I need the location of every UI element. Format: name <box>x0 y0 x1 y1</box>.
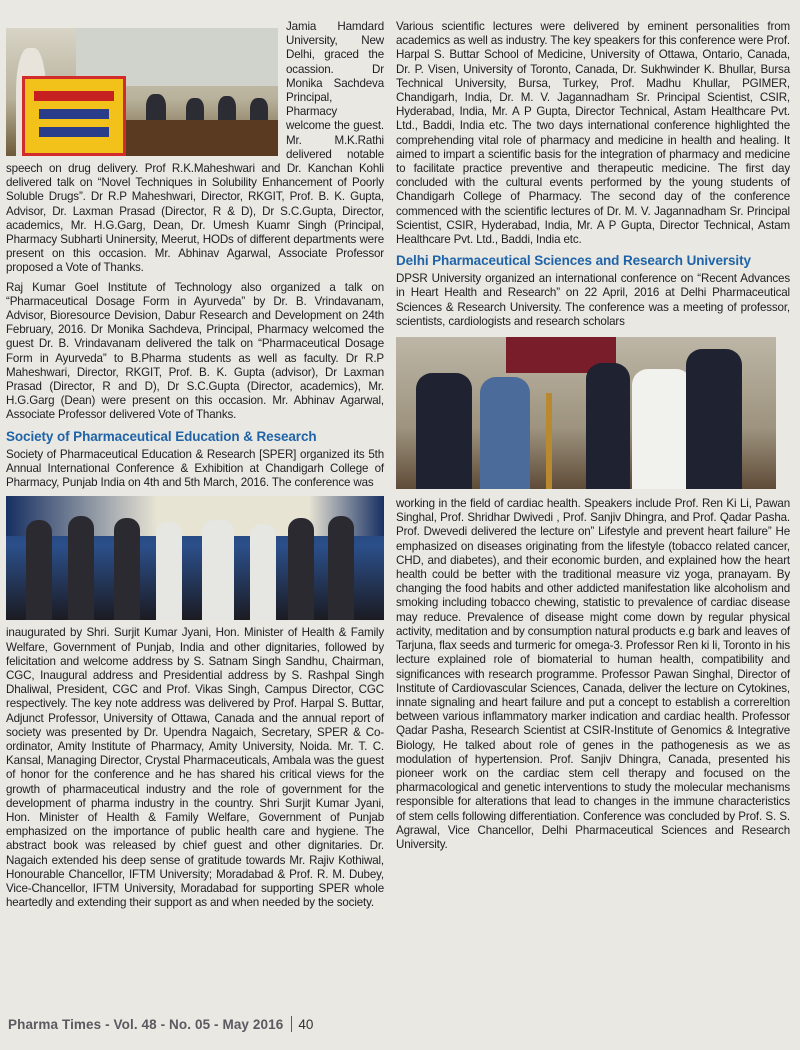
paragraph-sper-body: inaugurated by Shri. Surjit Kumar Jyani, Hon. Minister of Health & Family Welfare, Government of Punjab, India and other dignitaries, followed by felicitation and welcome address by S. Satnam Singh Sandhu, Chairman, CGC, Inaugural address and Presidential address by S. Rashpal Singh Dhaliwal, President, CGC and Prof. Vikas Singh, Campus Director, CGC respectively. The key note address was delivered by Prof. Harpal S. Buttar, Adjunct Professor, University of Ottawa, Canada and the annual report of society was presented by Dr. Upendra Nagaich, Secretary, SPER & Co-ordinator, Amity Institute of Pharmacy, Amity University, Noida. Mr. T. C. Kansal, Managing Director, Crystal Pharmaceuticals, Ambala was the guest of honor for the conference and he has shared his critical views for the growth of pharmaceutical industry and the role of government for the development of pharma industry in the country. Shri Surjit Kumar Jyani, Hon. Minister of Health & Family Welfare, Government of Punjab emphasized on the importance of public health care and hygiene. The abstract book was released by chief guest and other dignitaries. Dr. Nagaich extended his deep sense of gratitude towards Mr. Rajiv Kothiwal, Honourable Chancellor, IFTM University; Moradabad & Prof. R. M. Dubey, Vice-Chancellor, IFTM University, Moradabad for supporting SPER whole heartedly and extending their support as and when needed by the society. <box>6 626 384 910</box>
journal-info: Pharma Times - Vol. 48 - No. 05 - May 2016 <box>8 1017 284 1032</box>
sper-conference-photo <box>6 496 384 620</box>
paragraph-jamia: Jamia Hamdard University, New Delhi, graced the ocassion. Dr Monika Sachdeva Principal, Pharmacy welcome the guest. Mr. M.K.Rathi delivered notable speech on drug delivery. Prof R.K.Maheshwari and Dr. Kanchan Kohli delivered talk on “Novel Techniques in Solubility Enhancement of Poorly Soluble Drugs”. Dr R.P Maheshwari, Director, RKGIT, Prof. B. K. Gupta, Advisor, Dr. Laxman Prasad (Director, R & D), Dr S.C.Gupta, Director, academics, Mr. H.G.Garg, Dean, Dr. Umesh Kuamr Singh (Principal, Pharmacy Subharti Uninersity, Meerut, HODs of different departments were present on this occasion. Mr. Abhinav Agarwal, Associate Professor proposed a Vote of Thanks. <box>6 20 384 275</box>
heading-sper: Society of Pharmaceutical Education & Research <box>6 428 317 444</box>
dpsru-lamp-lighting-photo <box>396 337 776 489</box>
paragraph-sper-lectures: Various scientific lectures were delivered by eminent personalities from academics as well as industry. The key speakers for this conference were Prof. Harpal S. Buttar School of Medicine, University of Ottawa, Ontario, Canada, Dr. P. Visen, University of Toronto, Canada, Dr. Sukhwinder K. Bhullar, Bursa Technical University, Bursa, Turkey, Prof. Madhu Khullar, PGIMER, Chandigarh, India, Dr. M. V. Jagannadham Sr. Principal Scientist, CSIR, Hyderabad, India, Mr. A P Gupta, Director Technical, Astam Healthcare Pvt. Ltd., Baddi, India etc. The two days international conference highlighted the comprehending vital role of pharmacy and medicine in health and healing. It aimed to impart a scientific basis for the integration of pharmacy and medicine to facilitate practice preventive and therapeutic medicine. The first day concluded with the cultural events performed by the young students of Chandigarh College of Pharmacy. The second day of the conference commenced with the scientific lectures of Dr. M. V. Jagannadham Sr. Principal Scientist, CSIR, Hyderabad, India, Mr. A P Gupta, Director Technical, Astam Healthcare Pvt. Ltd., Baddi, India etc. <box>396 20 790 247</box>
left-column <box>6 20 384 915</box>
heading-dpsru: Delhi Pharmaceutical Sciences and Research University <box>396 253 751 269</box>
seminar-banner <box>22 76 126 156</box>
paragraph-sper-intro: Society of Pharmaceutical Education & Research [SPER] organized its 5th Annual International Conference & Exhibition at Chandigarh College of Pharmacy, Punjab India on 4th and 5th March, 2016. The conference was <box>6 447 384 490</box>
page-number: 40 <box>298 1017 314 1032</box>
paragraph-dpsru-intro: DPSR University organized an international conference on “Recent Advances in Heart Health and Research” on 22 April, 2016 at Delhi Pharmaceutical Sciences & Research University. The conference was a meeting of professor, scientists, cardiologists and research scholars <box>396 272 790 328</box>
seminar-photo <box>6 28 278 156</box>
paragraph-rkgit: Raj Kumar Goel Institute of Technology also organized a talk on “Pharmaceutical Dosage Form in Ayurveda” by Dr. B. Vrindavanam, Advisor, Bioresource Devision, Dabur Research and Development on 24th February, 2016. Dr Monika Sachdeva, Principal, Pharmacy welcomed the guest Dr. B. Vrindavanam delivered the talk on “Pharmaceutical Dosage Form in Ayurveda” to B.Pharma students as well as faculty. Dr R.P Maheshwari, Director, RKGIT, Prof. B. K. Gupta (advisor), Dr Laxman Prasad (Director, R and D), Dr S.C.Gupta (Director, academics), Mr. H.G.Garg (Dean) were present on this occasion. Mr. Abhinav Agarwal, Associate Professor delivered Vote of Thanks. <box>6 280 384 422</box>
right-column <box>396 20 790 857</box>
page-footer <box>8 1016 314 1032</box>
paragraph-dpsru-body: working in the field of cardiac health. Speakers include Prof. Ren Ki Li, Pawan Singhal, Prof. Shridhar Dwivedi , Prof. Sanjiv Dhingra, and Prof. Qadar Pasha. Prof. Dwevedi delivered the lecture on” Lifestyle and prevent heart failure” He emphasized on diseases originating from the lifestyle (tobacco related cancer, CHD, and diabetes), and their economic burden, and explained how the heart health could be better with the traditional measure viz yoga, pranayam. By changing the food habits and other addicted manifestation like alcoholism and smoking including tobacco chewing, statistic to prevalence of cardiac disease may reduce. Prevalence of disease might come down by regular physical activity, meditation and by consumption natural products e.g bark and leaves of Tarjuna, flax seeds and turmeric for omega-3. Professor Ren ki li, Toronto in his lecture explained role of biomaterial to human health, compatibility and significances with research programme. Professor Pawan Singhal, Director of Institute of Cardiovascular Sciences, Canada, deliver the lecture on Cytokines, innate signaling and heart failure and put a concept to establish a correreltion between various inflammatory marker indication and cardiac health. Professor Qadar Pasha, Research Scientist at CSIR-Institute of Genomics & Integrative Biology, He talked about role of genes in the pathogenesis as we as modulation of hypertension. Prof. Sanjiv Dhingra, Canada, presented his pioneer work on the cardiac stem cell therapy and focused on the pharmacological and genetic interventions to study the molecular mechanisms responsible for alterations that lead to changes in the immune characteristics of stem cells following differentiation. Conference was concluded by Prof. S. S. Agrawal, Vice Chancellor, Delhi Pharmaceutical Sciences and Research University. <box>396 497 790 851</box>
